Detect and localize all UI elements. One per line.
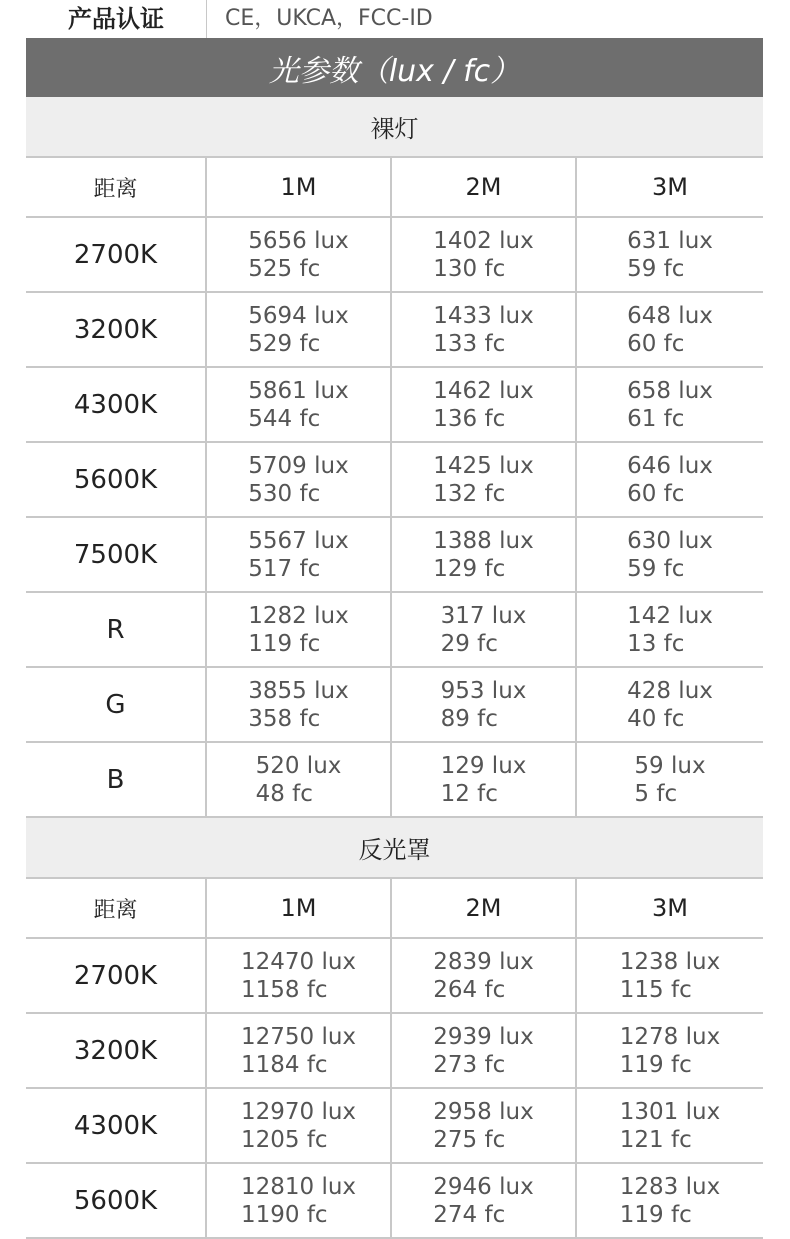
row-label: R: [106, 614, 125, 645]
lux-value: 2958 lux: [433, 1098, 534, 1125]
fc-value: 115 fc: [619, 976, 692, 1003]
row-label: 4300K: [73, 1110, 158, 1141]
lux-value: 1282 lux: [248, 602, 349, 629]
lux-value: 630 lux: [627, 527, 713, 554]
fc-value: 129 fc: [433, 555, 506, 582]
fc-value: 12 fc: [440, 780, 498, 807]
value-cell: [392, 218, 577, 291]
lux-value: 631 lux: [627, 227, 713, 254]
value-cell: [207, 443, 392, 516]
lux-value: 59 lux: [634, 752, 706, 779]
table-row: [26, 743, 763, 818]
col-header-1m: 1M: [280, 173, 317, 201]
lux-value: 2839 lux: [433, 948, 534, 975]
table-row: [26, 1164, 763, 1239]
row-label: 5600K: [73, 1185, 158, 1216]
lux-value: 317 lux: [440, 602, 527, 629]
row-label: B: [106, 764, 125, 795]
fc-value: 59 fc: [627, 555, 685, 582]
fc-value: 133 fc: [433, 330, 506, 357]
value-cell: [207, 939, 392, 1012]
fc-value: 544 fc: [248, 405, 321, 432]
value-cell: [392, 939, 577, 1012]
lux-value: 5709 lux: [248, 452, 349, 479]
lux-value: 12470 lux: [240, 948, 357, 975]
fc-value: 40 fc: [627, 705, 685, 732]
lux-value: 520 lux: [255, 752, 342, 779]
table-row: [26, 218, 763, 293]
fc-value: 29 fc: [440, 630, 498, 657]
reflector-heading: 反光罩: [26, 818, 763, 879]
fc-value: 119 fc: [619, 1051, 692, 1078]
fc-value: 59 fc: [627, 255, 685, 282]
lux-value: 12970 lux: [240, 1098, 357, 1125]
fc-value: 274 fc: [433, 1201, 506, 1228]
value-cell: [577, 368, 763, 441]
table-row: [26, 1089, 763, 1164]
table-row: [26, 1014, 763, 1089]
fc-value: 60 fc: [627, 330, 685, 357]
lux-value: 1433 lux: [433, 302, 534, 329]
fc-value: 264 fc: [433, 976, 506, 1003]
lux-value: 12750 lux: [240, 1023, 357, 1050]
fc-value: 5 fc: [634, 780, 678, 807]
lux-value: 1388 lux: [433, 527, 534, 554]
light-parameters-title: 光参数（lux / fc）: [26, 38, 763, 97]
certification-label: 产品认证: [26, 0, 207, 38]
fc-value: 530 fc: [248, 480, 321, 507]
fc-value: 529 fc: [248, 330, 321, 357]
row-label: 7500K: [73, 539, 158, 570]
value-cell: [577, 593, 763, 666]
lux-value: 1283 lux: [619, 1173, 721, 1200]
value-cell: [392, 593, 577, 666]
value-cell: [392, 743, 577, 816]
lux-value: 5656 lux: [248, 227, 349, 254]
row-label: 3200K: [73, 314, 158, 345]
fc-value: 60 fc: [627, 480, 685, 507]
lux-value: 129 lux: [440, 752, 527, 779]
table-row: [26, 293, 763, 368]
lux-value: 1278 lux: [619, 1023, 721, 1050]
value-cell: [577, 443, 763, 516]
lux-value: 5694 lux: [248, 302, 349, 329]
value-cell: [577, 518, 763, 591]
fc-value: 89 fc: [440, 705, 498, 732]
fc-value: 1205 fc: [240, 1126, 328, 1153]
table-row: [26, 368, 763, 443]
value-cell: [392, 1089, 577, 1162]
value-cell: [207, 668, 392, 741]
lux-value: 648 lux: [627, 302, 713, 329]
reflector-header-row: [26, 879, 763, 939]
table-row: [26, 593, 763, 668]
lux-value: 953 lux: [440, 677, 527, 704]
fc-value: 1158 fc: [240, 976, 328, 1003]
fc-value: 1184 fc: [240, 1051, 328, 1078]
table-row: [26, 443, 763, 518]
value-cell: [392, 1164, 577, 1237]
lux-value: 5567 lux: [248, 527, 349, 554]
value-cell: [207, 1089, 392, 1162]
lux-value: 658 lux: [627, 377, 713, 404]
fc-value: 119 fc: [248, 630, 321, 657]
value-cell: [392, 518, 577, 591]
col-header-3m: 3M: [652, 894, 688, 922]
col-header-2m: 2M: [465, 173, 502, 201]
certification-value: CE，UKCA，FCC-ID: [225, 5, 433, 31]
value-cell: [577, 218, 763, 291]
lux-value: 142 lux: [627, 602, 713, 629]
fc-value: 119 fc: [619, 1201, 692, 1228]
fc-value: 517 fc: [248, 555, 321, 582]
row-label: 4300K: [73, 389, 158, 420]
fc-value: 525 fc: [248, 255, 321, 282]
value-cell: [392, 1014, 577, 1087]
certification-row: [26, 0, 763, 38]
value-cell: [392, 293, 577, 366]
value-cell: [577, 743, 763, 816]
value-cell: [392, 668, 577, 741]
bare-light-header-row: [26, 158, 763, 218]
value-cell: [207, 518, 392, 591]
lux-value: 3855 lux: [248, 677, 349, 704]
value-cell: [577, 293, 763, 366]
row-label: 2700K: [73, 960, 158, 991]
value-cell: [577, 1014, 763, 1087]
table-row: [26, 939, 763, 1014]
lux-value: 1402 lux: [433, 227, 534, 254]
table-row: [26, 668, 763, 743]
fc-value: 273 fc: [433, 1051, 506, 1078]
bare-light-table: [26, 97, 763, 818]
fc-value: 48 fc: [255, 780, 313, 807]
value-cell: [577, 668, 763, 741]
value-cell: [207, 1164, 392, 1237]
value-cell: [577, 1164, 763, 1237]
value-cell: [392, 368, 577, 441]
col-header-3m: 3M: [652, 173, 688, 201]
col-header-1m: 1M: [280, 894, 317, 922]
lux-value: 428 lux: [627, 677, 713, 704]
lux-value: 1301 lux: [619, 1098, 721, 1125]
lux-value: 1462 lux: [433, 377, 534, 404]
fc-value: 13 fc: [627, 630, 685, 657]
distance-header: 距离: [93, 897, 138, 923]
value-cell: [207, 1014, 392, 1087]
fc-value: 1190 fc: [240, 1201, 328, 1228]
row-label: G: [105, 689, 126, 720]
col-header-2m: 2M: [465, 894, 502, 922]
lux-value: 1425 lux: [433, 452, 534, 479]
lux-value: 2946 lux: [433, 1173, 534, 1200]
value-cell: [207, 218, 392, 291]
value-cell: [207, 293, 392, 366]
lux-value: 646 lux: [627, 452, 713, 479]
value-cell: [392, 443, 577, 516]
value-cell: [577, 1089, 763, 1162]
row-label: 2700K: [73, 239, 158, 270]
fc-value: 130 fc: [433, 255, 506, 282]
lux-value: 12810 lux: [240, 1173, 357, 1200]
lux-value: 1238 lux: [619, 948, 721, 975]
bare-light-heading: 裸灯: [26, 97, 763, 158]
lux-value: 5861 lux: [248, 377, 349, 404]
row-label: 3200K: [73, 1035, 158, 1066]
row-label: 5600K: [73, 464, 158, 495]
fc-value: 136 fc: [433, 405, 506, 432]
value-cell: [207, 368, 392, 441]
lux-value: 2939 lux: [433, 1023, 534, 1050]
reflector-table: [26, 818, 763, 1239]
value-cell: [577, 939, 763, 1012]
table-row: [26, 518, 763, 593]
value-cell: [207, 743, 392, 816]
fc-value: 132 fc: [433, 480, 506, 507]
value-cell: [207, 593, 392, 666]
distance-header: 距离: [93, 176, 138, 202]
fc-value: 121 fc: [619, 1126, 692, 1153]
fc-value: 358 fc: [248, 705, 321, 732]
fc-value: 275 fc: [433, 1126, 506, 1153]
fc-value: 61 fc: [627, 405, 685, 432]
